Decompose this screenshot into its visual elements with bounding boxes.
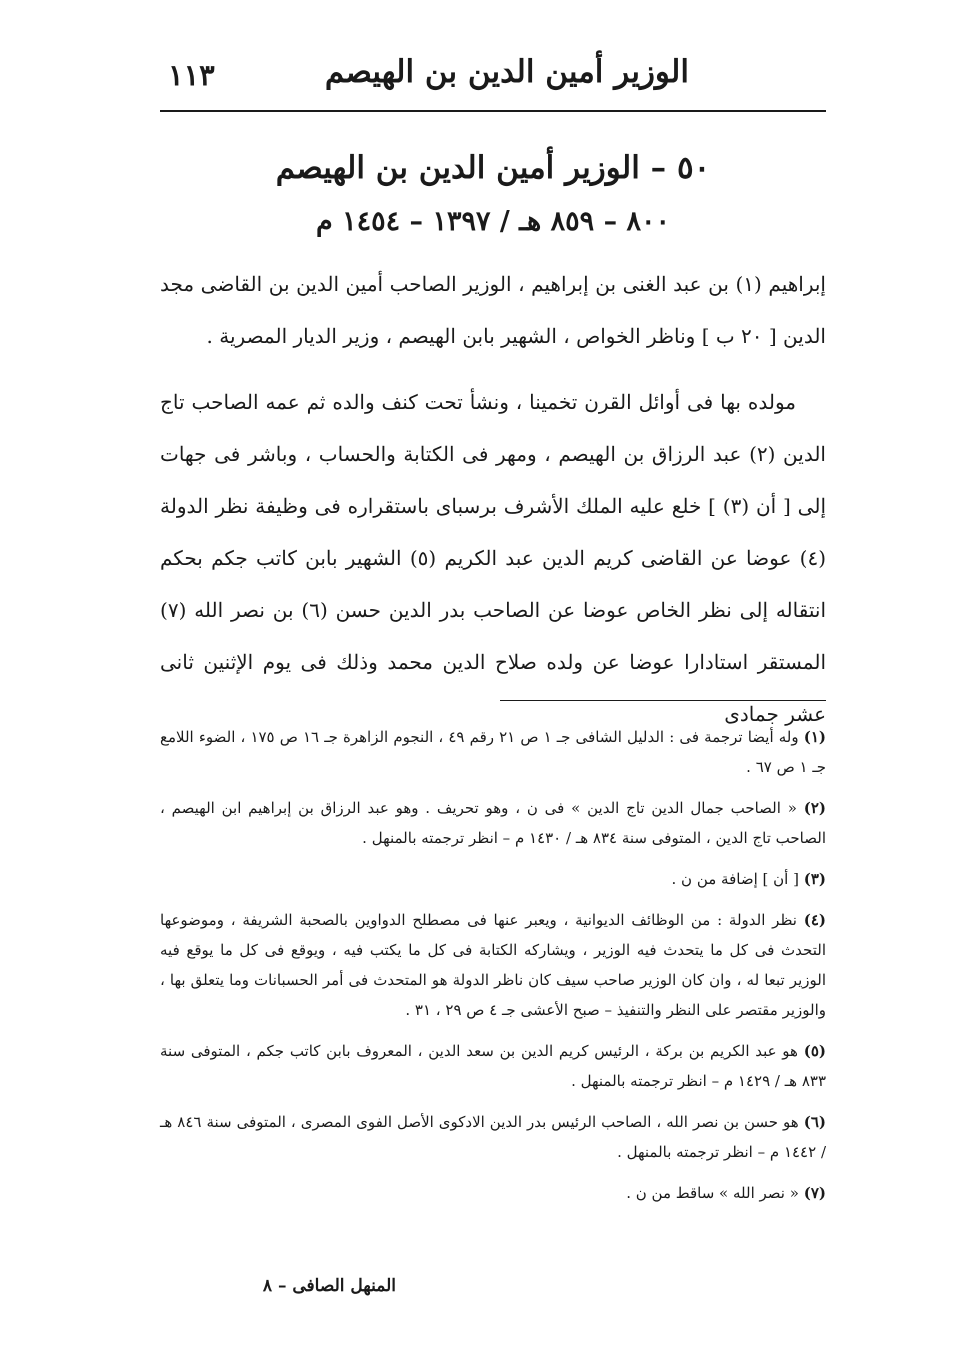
- body-text: [160, 258, 826, 740]
- footnote-number: (٥): [803, 1042, 826, 1060]
- footnote-number: (٢): [803, 799, 826, 817]
- footnotes: [160, 722, 826, 1219]
- footnote-text: [ أن ] إضافة من ن .: [671, 870, 799, 888]
- footnote-text: نظر الدولة : من الوظائف الديوانية ، ويعبر عنها فى مصطلح الدواوين بالصحبة الشريفة ، وموضوعها التحدث فى كل ما يتحدث فيه الوزير ، ويشاركه الكتابة فى كل ما يكتب فيه ، ويوقع فى كل ما يوقع فيه الوزير تبعا له ، وان كان الوزير صاحب سيف كان ناظر الدولة هو المتحدث فى أمر الحسبانات وما يتعلق بها ، والوزير مقتصر على النظر والتنفيذ – صبح الأعشى جـ ٤ ص ٢٩ ، ٣١ .: [160, 911, 826, 1019]
- signature-mark: المنهل الصافى – ٨: [262, 1276, 396, 1296]
- footnote-number: (٤): [803, 911, 826, 929]
- footnote-number: (٣): [803, 870, 826, 888]
- footnote: [160, 1036, 826, 1096]
- paragraph-2: مولده بها فى أوائل القرن تخمينا ، ونشأ تحت كنف والده ثم عمه الصاحب تاج الدين (٢) عبد الرزاق بن الهيصم ، ومهر فى الكتابة والحساب ، وباشر فى جهات إلى [ أن (٣) ] خلع عليه الملك الأشرف برسباى باستقراره فى وظيفة نظر الدولة (٤) عوضا عن القاضى كريم الدين عبد الكريم (٥) الشهير بابن كاتب جكم بحكم انتقاله إلى نظر الخاص عوضا عن الصاحب بدر الدين حسن (٦) بن نصر الله (٧) المستقر استادارا عوضا عن ولده صلاح الدين محمد وذلك فى يوم الإثنين ثانى عشر جمادى: [160, 390, 827, 726]
- footnote-number: (٦): [803, 1113, 826, 1131]
- page-header: [160, 48, 824, 100]
- footnote-text: « الصاحب جمال الدين تاج الدين » فى ن ، وهو تحريف . وهو عبد الرزاق بن إبراهيم ابن الهيصم ، الصاحب تاج الدين ، المتوفى سنة ٨٣٤ هـ / ١٤٣٠ م – انظر ترجمته بالمنهل .: [160, 799, 826, 847]
- footnote: [160, 722, 826, 782]
- header-rule: [160, 110, 826, 112]
- footnote: [160, 1107, 826, 1167]
- footnote-number: (١): [803, 728, 827, 746]
- footnote: [160, 1178, 826, 1208]
- footnote: [160, 905, 826, 1025]
- running-title: الوزير أمين الدين بن الهيصم: [324, 54, 689, 90]
- footnote-text: « نصر الله » ساقط من ن .: [626, 1184, 799, 1202]
- footnote-text: وله أيضا ترجمة فى : الدليل الشافى جـ ١ ص ٢١ رقم ٤٩ ، النجوم الزاهرة جـ ١٦ ص ١٧٥ ، الضوء اللامع جـ ١ ص ٦٧ .: [160, 728, 826, 776]
- footnote-text: هو عبد الكريم بن بركة ، الرئيس كريم الدين بن سعد الدين ، المعروف بابن كاتب جكم ، المتوفى سنة ٨٣٣ هـ / ١٤٢٩ م – انظر ترجمته بالمنهل .: [160, 1042, 826, 1090]
- footnote-number: (٧): [803, 1184, 826, 1202]
- footnote: [160, 864, 826, 894]
- entry-heading: ٥٠ – الوزير أمين الدين بن الهيصم: [275, 150, 711, 186]
- footnote: [160, 793, 826, 853]
- footnote-text: هو حسن بن نصر الله ، الصاحب الرئيس بدر الدين الادكوى الأصل الفوى المصرى ، المتوفى سنة ٨٤٦ هـ / ١٤٤٢ م – انظر ترجمته بالمنهل .: [160, 1113, 826, 1161]
- footnote-rule: [500, 700, 826, 701]
- entry-dates: ٨٠٠ – ٨٥٩ هـ / ١٣٩٧ – ١٤٥٤ م: [315, 206, 671, 237]
- page-number: ١١٣: [168, 58, 215, 92]
- paragraph-1: إبراهيم (١) بن عبد الغنى بن إبراهيم ، الوزير الصاحب أمين الدين بن القاضى مجد الدين [ ٢٠ ب ] وناظر الخواص ، الشهير بابن الهيصم ، وزير الديار المصرية .: [160, 272, 826, 348]
